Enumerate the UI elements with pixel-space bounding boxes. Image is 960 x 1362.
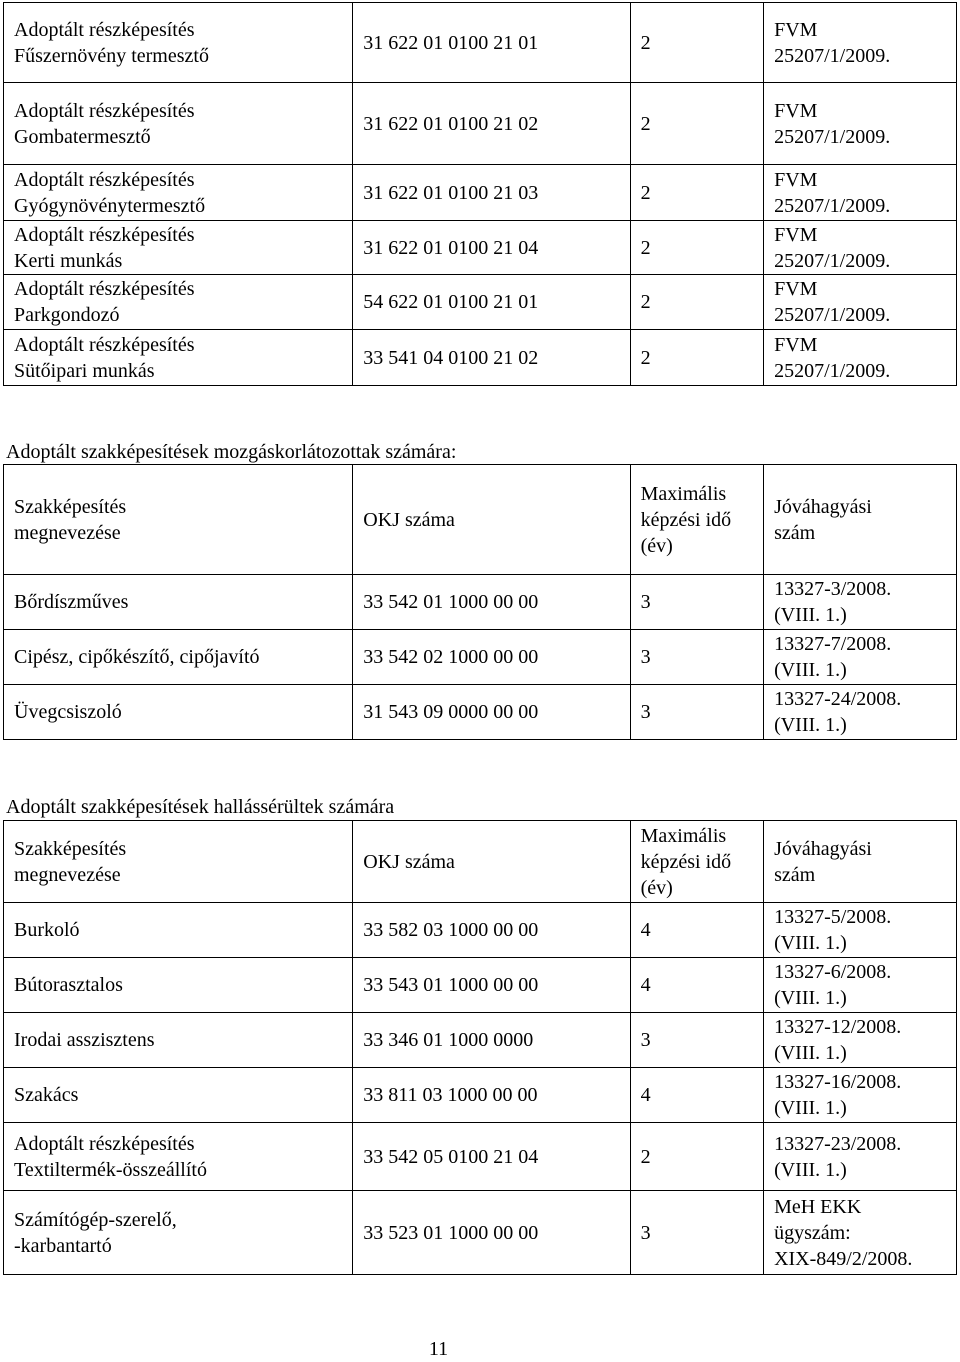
years-cell: 2 (630, 165, 763, 221)
table-row (4, 630, 957, 685)
name-cell: Bútorasztalos (4, 958, 353, 1013)
years-cell: 4 (630, 958, 763, 1013)
approval-line: (VIII. 1.) (774, 932, 847, 954)
approval-cell (764, 1123, 957, 1191)
approval-cell (764, 1013, 957, 1068)
name-cell: Üvegcsiszoló (4, 685, 353, 740)
name-cell (4, 3, 353, 83)
header-years (630, 465, 763, 575)
approval-line: FVM (774, 168, 818, 191)
okj-cell: 33 543 01 1000 00 00 (353, 958, 630, 1013)
years-cell: 3 (630, 1013, 763, 1068)
name-cell (4, 330, 353, 386)
header-line: (év) (640, 876, 673, 899)
table-row (4, 330, 957, 386)
header-name (4, 821, 353, 903)
years-cell: 3 (630, 630, 763, 685)
approval-line: FVM (774, 18, 818, 41)
approval-line: (VIII. 1.) (774, 987, 847, 1009)
table-row (4, 275, 957, 330)
header-line: képzési idő (640, 850, 732, 873)
approval-line: 25207/1/2009. (774, 249, 891, 272)
name-cell (4, 275, 353, 330)
approval-line: (VIII. 1.) (774, 1042, 847, 1064)
approval-cell (764, 83, 957, 165)
name-cell: Cipész, cipőkészítő, cipőjavító (4, 630, 353, 685)
name-cell (4, 221, 353, 275)
header-line: Maximális (640, 824, 727, 847)
approval-cell (764, 685, 957, 740)
table-row (4, 1123, 957, 1191)
name-line: Parkgondozó (14, 304, 120, 326)
approval-cell (764, 330, 957, 386)
page-number: 11 (428, 1338, 449, 1360)
okj-cell: 33 523 01 1000 00 00 (353, 1191, 630, 1275)
section-heading-mobility-impaired: Adoptált szakképesítések mozgáskorlátozottak számára: (6, 441, 457, 463)
okj-cell: 33 542 02 1000 00 00 (353, 630, 630, 685)
name-cell (4, 165, 353, 221)
years-cell: 3 (630, 575, 763, 630)
name-cell (4, 1191, 353, 1275)
approval-cell (764, 165, 957, 221)
table-row (4, 221, 957, 275)
approval-cell (764, 275, 957, 330)
approval-line: ügyszám: (774, 1221, 851, 1244)
approval-line: 13327-16/2008. (774, 1071, 902, 1093)
years-cell: 2 (630, 275, 763, 330)
approval-line: 13327-7/2008. (774, 633, 892, 655)
header-line: megnevezése (14, 521, 121, 544)
approval-line: (VIII. 1.) (774, 604, 847, 626)
approval-line: FVM (774, 333, 818, 356)
years-cell: 2 (630, 1123, 763, 1191)
mobility-impaired-qualifications-table (3, 464, 957, 740)
years-cell: 2 (630, 221, 763, 275)
name-line: Adoptált részképesítés (14, 333, 195, 356)
header-okj: OKJ száma (353, 821, 630, 903)
table-row (4, 165, 957, 221)
approval-line: MeH EKK (774, 1195, 862, 1218)
header-name (4, 465, 353, 575)
adapted-partial-qualifications-table (3, 2, 957, 386)
approval-line: 25207/1/2009. (774, 304, 891, 326)
header-line: szám (774, 863, 816, 886)
okj-cell: 33 542 05 0100 21 04 (353, 1123, 630, 1191)
okj-cell: 33 542 01 1000 00 00 (353, 575, 630, 630)
header-line: Jóváhagyási (774, 837, 872, 860)
approval-line: 25207/1/2009. (774, 125, 891, 148)
approval-cell (764, 3, 957, 83)
table-row (4, 575, 957, 630)
name-line: Gombatermesztő (14, 125, 151, 148)
header-line: (év) (640, 534, 673, 557)
approval-line: 25207/1/2009. (774, 194, 891, 217)
okj-cell: 31 622 01 0100 21 03 (353, 165, 630, 221)
name-line: Számítógép-szerelő, (14, 1208, 177, 1231)
approval-line: FVM (774, 99, 818, 122)
approval-line: 13327-24/2008. (774, 688, 902, 710)
section-heading-hearing-impaired: Adoptált szakképesítések hallássérültek számára (6, 796, 395, 818)
name-cell: Irodai asszisztens (4, 1013, 353, 1068)
name-cell (4, 83, 353, 165)
name-line: Kerti munkás (14, 249, 123, 272)
header-approval (764, 821, 957, 903)
approval-cell (764, 575, 957, 630)
approval-cell (764, 221, 957, 275)
okj-cell: 33 811 03 1000 00 00 (353, 1068, 630, 1123)
approval-line: 25207/1/2009. (774, 359, 891, 382)
table-row (4, 1068, 957, 1123)
years-cell: 3 (630, 685, 763, 740)
approval-line: 13327-23/2008. (774, 1132, 902, 1155)
table-row (4, 1013, 957, 1068)
header-okj: OKJ száma (353, 465, 630, 575)
header-line: Jóváhagyási (774, 495, 872, 518)
approval-line: 13327-3/2008. (774, 578, 892, 600)
header-line: megnevezése (14, 863, 121, 886)
approval-cell (764, 1068, 957, 1123)
table-row (4, 83, 957, 165)
okj-cell: 33 582 03 1000 00 00 (353, 903, 630, 958)
table-header-row (4, 465, 957, 575)
table-row (4, 685, 957, 740)
name-cell: Bőrdíszműves (4, 575, 353, 630)
approval-line: XIX-849/2/2008. (774, 1247, 913, 1270)
header-line: Szakképesítés (14, 837, 127, 860)
hearing-impaired-qualifications-table (3, 820, 957, 1275)
approval-line: (VIII. 1.) (774, 1158, 847, 1181)
table-header-row (4, 821, 957, 903)
table-row (4, 903, 957, 958)
okj-cell: 54 622 01 0100 21 01 (353, 275, 630, 330)
years-cell: 2 (630, 330, 763, 386)
name-line: Adoptált részképesítés (14, 18, 195, 41)
name-line: Sütőipari munkás (14, 359, 155, 382)
name-line: Adoptált részképesítés (14, 223, 195, 246)
approval-cell (764, 958, 957, 1013)
years-cell: 4 (630, 1068, 763, 1123)
approval-line: FVM (774, 278, 818, 300)
header-line: Maximális (640, 482, 727, 505)
header-approval (764, 465, 957, 575)
approval-cell (764, 903, 957, 958)
okj-cell: 31 622 01 0100 21 04 (353, 221, 630, 275)
okj-cell: 33 541 04 0100 21 02 (353, 330, 630, 386)
approval-line: 13327-5/2008. (774, 906, 892, 928)
table-row (4, 958, 957, 1013)
header-line: képzési idő (640, 508, 732, 531)
name-cell: Burkoló (4, 903, 353, 958)
years-cell: 2 (630, 3, 763, 83)
header-line: Szakképesítés (14, 495, 127, 518)
table-row (4, 3, 957, 83)
approval-line: FVM (774, 223, 818, 246)
approval-line: 13327-12/2008. (774, 1016, 902, 1038)
name-line: Gyógynövénytermesztő (14, 194, 206, 217)
years-cell: 2 (630, 83, 763, 165)
approval-cell (764, 630, 957, 685)
table-row (4, 1191, 957, 1275)
approval-line: (VIII. 1.) (774, 1097, 847, 1119)
approval-cell (764, 1191, 957, 1275)
years-cell: 3 (630, 1191, 763, 1275)
okj-cell: 31 543 09 0000 00 00 (353, 685, 630, 740)
name-line: Adoptált részképesítés (14, 278, 195, 300)
name-cell: Szakács (4, 1068, 353, 1123)
header-line: szám (774, 521, 816, 544)
okj-cell: 31 622 01 0100 21 01 (353, 3, 630, 83)
name-line: Adoptált részképesítés (14, 168, 195, 191)
okj-cell: 33 346 01 1000 0000 (353, 1013, 630, 1068)
okj-cell: 31 622 01 0100 21 02 (353, 83, 630, 165)
name-line: Adoptált részképesítés (14, 99, 195, 122)
name-line: -karbantartó (14, 1234, 112, 1257)
approval-line: (VIII. 1.) (774, 714, 847, 736)
name-line: Fűszernövény termesztő (14, 44, 209, 67)
approval-line: 25207/1/2009. (774, 44, 891, 67)
header-years (630, 821, 763, 903)
name-line: Adoptált részképesítés (14, 1132, 195, 1155)
years-cell: 4 (630, 903, 763, 958)
approval-line: 13327-6/2008. (774, 961, 892, 983)
name-line: Textiltermék-összeállító (14, 1158, 207, 1181)
approval-line: (VIII. 1.) (774, 659, 847, 681)
name-cell (4, 1123, 353, 1191)
